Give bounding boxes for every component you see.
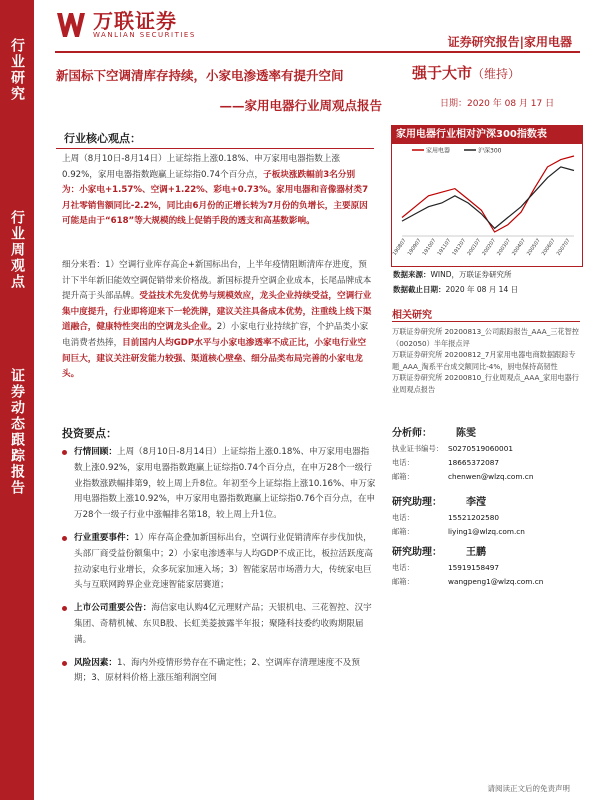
assistant-wang [392, 543, 582, 589]
core-p2-b: 受益技术先发优势与规模效应，龙头企业持续受益，空调行业集中度提升，行业即将迎来下一轮洗牌，建议关注具备成本优势，注重线上线下渠道融合，健康特性突出的空调龙头企业。 [62, 291, 372, 333]
report-title: 新国标下空调清库存持续，小家电渗透率有提升空间 [56, 68, 344, 83]
row-value: S0270519060001 [448, 444, 513, 453]
bullet-key: 上市公司重要公告： [74, 603, 152, 614]
report-subtitle: ——家用电器行业周观点报告 [219, 98, 382, 113]
sidebar-label-industry-research: 行业研究 [9, 38, 25, 102]
header-divider [55, 51, 580, 53]
analyst-chen [392, 424, 582, 484]
bullet-key: 行业重要事件： [74, 532, 135, 543]
related-item[interactable]: 万联证券研究所 20200810_行业周观点_AAA_家用电器行业周观点报告 [392, 373, 579, 394]
core-paragraph-1 [62, 152, 372, 230]
related-research-list [392, 326, 582, 396]
row-label: 邮箱： [392, 527, 414, 536]
core-divider [56, 148, 374, 149]
chart-title: 家用电器行业相对沪深300指数表 [392, 126, 582, 144]
x-tick-label: 200407 [511, 237, 527, 257]
analyst-row [392, 525, 582, 539]
email-link[interactable]: wangpeng1@wlzq.com.cn [448, 577, 544, 586]
bullet-market-review [62, 445, 377, 524]
relative-index-chart [391, 125, 583, 267]
x-tick-label: 200707 [555, 237, 572, 257]
core-view-heading: 行业核心观点： [64, 132, 141, 145]
analyst-row [392, 575, 582, 589]
logo-w-icon [55, 11, 87, 39]
report-type: 证券研究报告|家用电器 [447, 35, 572, 49]
row-label: 邮箱： [392, 577, 414, 586]
core-p2-c: 2）小家电行业持续扩容，个护品类小家电消费者热捧， [62, 322, 369, 348]
x-tick-label: 191007 [421, 237, 438, 257]
bullet-risk-factors [62, 656, 377, 688]
x-tick-label: 200307 [496, 237, 513, 257]
chart-source [393, 269, 512, 280]
related-research-heading: 相关研究 [392, 310, 432, 321]
report-date: 日期：2020 年 08 月 17 日 [440, 99, 555, 109]
analyst-row [392, 561, 582, 575]
company-logo [55, 10, 196, 40]
bullet-text: 1、海内外疫情形势存在不确定性；2、空调库存清理速度不及预期；3、原材料价格上涨压缩利润空间 [74, 657, 360, 684]
row-label: 邮箱： [392, 472, 414, 481]
row-label: 电话： [392, 563, 414, 572]
analyst-heading [392, 493, 582, 508]
analyst-heading [392, 543, 582, 558]
row-value: 15521202580 [448, 513, 500, 522]
core-p1-a: 上周（8月10日-8月14日）上证综指上涨0.18%、申万家用电器指数上涨0.92%，家用电器指数跑赢上证综指0.74个百分点， [62, 154, 341, 180]
chart-source-label: 数据来源： [393, 270, 431, 279]
x-tick-label: 190907 [406, 237, 423, 257]
bullet-industry-events [62, 531, 377, 594]
analyst-title: 研究助理： [392, 497, 442, 508]
row-label: 执业证书编号： [392, 444, 444, 453]
analyst-row [392, 470, 582, 484]
bullet-text: 海信家电认购4亿元理财产品；天银机电、三花智控、汉宇集团、奇精机械、东贝B股、长虹美菱披露半年报；聚隆科技委约收购期限届满。 [74, 603, 372, 645]
related-divider [392, 321, 580, 322]
chart-data-date [393, 284, 518, 295]
logo-en-text: WANLIAN SECURITIES [93, 30, 196, 39]
legend-label-1: 沪深300 [478, 147, 502, 155]
analyst-row [392, 442, 582, 456]
x-tick-label: 200207 [481, 237, 498, 257]
analyst-title: 研究助理： [392, 547, 442, 558]
rating [412, 62, 520, 83]
core-p2-d: 目前国内人均GDP水平与小家电渗透率不成正比，小家电行业空间巨大，建议关注研发能力较强、渠道核心壁垒、细分品类布局完善的小家电龙头。 [62, 337, 367, 380]
analyst-name: 李滢 [466, 497, 486, 508]
chart-source-value: WIND，万联证券研究所 [430, 270, 512, 279]
bullet-company-notices [62, 601, 377, 648]
core-p2-a: 细分来看：1）空调行业库存高企+新国标出台，上半年疫情阻断清库存进度，预计下半年新旧能效空调促销带来价格战。新国标提升空调企业成本，长尾品牌成本提升高于头部品牌。 [62, 260, 372, 302]
row-label: 电话： [392, 513, 414, 522]
chart-date-label: 数据截止日期： [393, 285, 446, 294]
analyst-row [392, 511, 582, 525]
row-value: 18665372087 [448, 458, 500, 467]
email-link[interactable]: chenwen@wlzq.com.cn [448, 472, 534, 481]
sidebar-label-dynamic-report: 证券动态跟踪报告 [9, 368, 25, 496]
x-tick-label: 190807 [392, 237, 408, 257]
row-label: 电话： [392, 458, 414, 467]
rating-label: 强于大市 [412, 64, 473, 82]
row-value: 15919158497 [448, 563, 500, 572]
disclaimer-note: 请阅读正文后的免责声明 [487, 784, 570, 793]
analyst-name: 陈雯 [456, 428, 476, 439]
sidebar-label-weekly-view: 行业周观点 [9, 210, 25, 290]
logo-cn-text: 万联证券 [93, 8, 177, 33]
analyst-row [392, 456, 582, 470]
core-paragraph-2 [62, 258, 372, 383]
analyst-name: 王鹏 [466, 547, 486, 558]
x-tick-label: 200507 [525, 237, 542, 257]
sidebar [0, 0, 34, 800]
assistant-li [392, 493, 582, 539]
bullet-key: 风险因素： [74, 657, 117, 668]
analyst-title: 分析师： [392, 428, 432, 439]
x-tick-label: 191207 [451, 237, 468, 257]
analyst-heading [392, 424, 582, 439]
related-item[interactable]: 万联证券研究所 20200812_7月家用电器电商数据跟踪专题_AAA_淘系平台成交额同比-4%，厨电保持高韧性 [392, 350, 576, 371]
x-tick-label: 200107 [466, 237, 483, 257]
invest-points-heading: 投资要点： [62, 427, 117, 440]
x-tick-label: 200607 [540, 237, 557, 257]
core-p1-b: 子板块涨跌幅前3名分别为：小家电+1.57%、空调+1.22%、彩电+0.73%。家用电器和音像器材类7月社零销售额同比-2.2%，同比由6月份的正增长转为7月份的负增长，主要原因可能是由于“618”等大规模的线上促销手段的透支和高基数影响。 [62, 169, 369, 227]
related-item[interactable]: 万联证券研究所 20200813_公司跟踪报告_AAA_三花智控（002050）半年报点评 [392, 327, 579, 348]
x-tick-label: 191107 [436, 237, 453, 257]
bullet-text: 上周（8月10日-8月14日）上证综指上涨0.18%、申万家用电器指数上涨0.92%，家用电器指数跑赢上证综指0.74个百分点，在申万28个一级行业指数涨跌幅排第9，较上周上升8位。年初至今上证综指上涨10.16%、申万家用电器指数上涨10.92%，申万家用电器指数跑赢上证综指0.76个百分点，在申万28个一级子行业中涨幅排名第18，较上周上升1位。 [74, 447, 376, 521]
bullet-key: 行情回顾： [74, 447, 117, 457]
email-link[interactable]: liying1@wlzq.com.cn [448, 527, 525, 536]
rating-maint: （维持） [472, 67, 521, 81]
invest-bullets [62, 445, 377, 694]
chart-plot [392, 144, 582, 264]
bullet-text: 1）库存高企叠加新国标出台，空调行业促销清库存步伐加快，头部厂商受益份额集中；2）小家电渗透率与人均GDP不成正比，板拉活跃度高拉动家电行业增长，众多玩家加速入场；3）智能家居市场潜力大，传统家电巨头与互联网跨界企业竞速智能家居赛道； [74, 532, 373, 591]
chart-date-value: 2020 年 08 月 14 日 [445, 285, 519, 294]
series-line-1 [402, 167, 574, 229]
legend-label-0: 家用电器 [426, 147, 451, 155]
